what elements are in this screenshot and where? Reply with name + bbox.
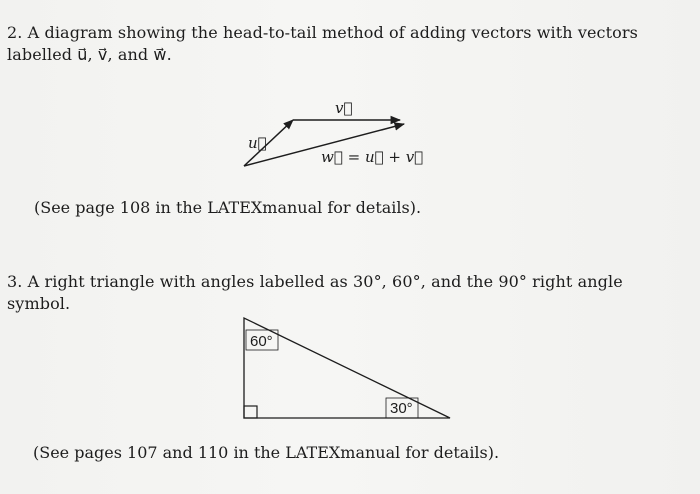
problem-2-line-1: 2. A diagram showing the head-to-tail method of adding vectors with vectors	[7, 23, 638, 42]
problem-3-note: (See pages 107 and 110 in the LATEXmanual for details).	[33, 443, 500, 462]
angle-30-label: 30°	[390, 400, 413, 417]
problem-2-line-2: labelled u⃗, v⃗, and w⃗.	[7, 45, 172, 64]
problem-3-line-1: 3. A right triangle with angles labelled as 30°, 60°, and the 90° right angle	[7, 272, 623, 291]
right-triangle	[244, 318, 450, 418]
angle-60-label: 60°	[250, 333, 273, 350]
problem-3-line-2: symbol.	[7, 294, 71, 313]
problem-2-note: (See page 108 in the LATEXmanual for details).	[34, 198, 422, 217]
right-angle-symbol	[244, 406, 257, 418]
label-w-equation: w⃗ = u⃗ + v⃗	[321, 148, 424, 166]
label-u: u⃗	[248, 134, 267, 152]
label-v: v⃗	[335, 99, 353, 117]
